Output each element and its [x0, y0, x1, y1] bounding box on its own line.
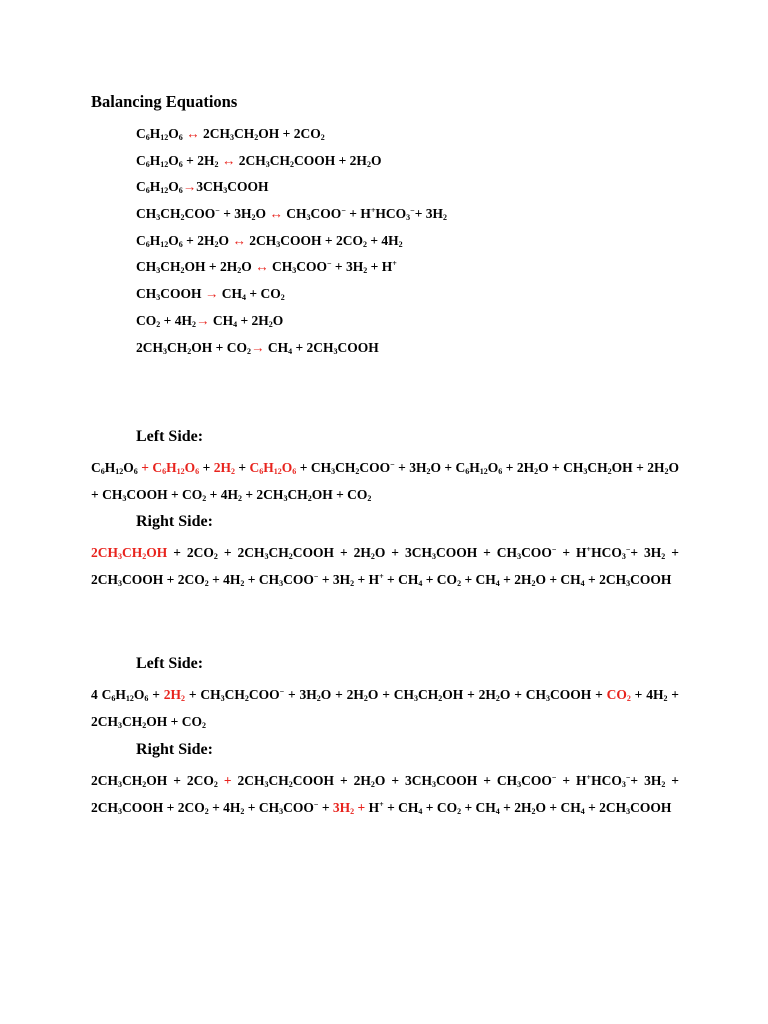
section2-left-heading: Left Side: — [136, 655, 204, 672]
section1-left-heading: Left Side: — [136, 428, 204, 445]
equation-3: $C_6H_{12}O_6\to 3CH_3COOH$ — [136, 179, 269, 195]
section1-right-heading: Right Side: — [136, 513, 213, 530]
page-title: Balancing Equations — [91, 92, 238, 111]
section1-left-text: $C_6H_{12}O_6 + C_6H_{12}O_6 + 2H_2 + C_6H_{12}O_6 + CH_3CH_2COO^- + 3H_2O + C_6H_{12}O_6 + 2H_2O + CH_3CH_2OH + 2H_2O$ + $CH_3COOH + CO_2 + 4H_2 + 2CH_3CH_2OH + CO_2$ — [91, 460, 679, 503]
equation-8: $CO_2 + 4H_2\to CH_4 + 2H_2O$ — [136, 313, 284, 329]
section2-right-text: $2CH_3CH_2OH + 2CO_2$ + $2CH_3CH_2COOH + 2H_2O$ + $3CH_3COOH + CH_3COO^- + H^+HCO_3^-+ 3H_2$ + $2CH_3COOH + 2CO_2 + 4H_2 + CH_3COO^- + 3H_2 + H^+ + CH_4 + CO_2 + CH_4 + 2H_2O + CH_4$ + $2CH_3COOH$ — [91, 773, 679, 816]
section2-left-text: 4 $C_6H_{12}O_6 + 2H_2 + CH_3CH_2COO^- + 3H_2O + 2H_2O + CH_3CH_2OH + 2H_2O$ + $CH_3COOH + CO_2 + 4H_2 + 2CH_3CH_2OH + CO_2$ — [91, 687, 679, 730]
section1-right-text: $2CH_3CH_2OH + 2CO_2$ + $2CH_3CH_2COOH + 2H_2O$ + $3CH_3COOH + CH_3COO^- + H^+HCO_3^-+ 3H_2$ + $2CH_3COOH + 2CO_2 + 4H_2 + CH_3COO^- + 3H_2 + H^+ + CH_4 + CO_2 + CH_4 + 2H_2O + CH_4$ + $2CH_3COOH$ — [91, 545, 679, 588]
section2-right-heading: Right Side: — [136, 741, 213, 758]
equation-6: $CH_3CH_2OH + 2H_2O$ ↔ $CH_3COO^- + 3H_2 + H^+$ — [136, 259, 397, 275]
equation-4: $CH_3CH_2COO^- + 3H_2O$ ↔ $CH_3COO^- + H^+HCO_3^-+ 3H_2$ — [136, 206, 448, 222]
equation-2: $C_6H_{12}O_6 + 2H_2$ ↔ $2CH_3CH_2COOH + 2H_2O$ — [136, 153, 382, 169]
equation-7: $CH_3COOH \to CH_4 + CO_2$ — [136, 286, 285, 302]
equation-5: $C_6H_{12}O_6 + 2H_2O$ ↔ $2CH_3COOH + 2CO_2 + 4H_2$ — [136, 233, 403, 249]
equation-9: $2CH_3CH_2OH + CO_2\to CH_4$ + $2CH_3COOH$ — [136, 340, 379, 356]
equation-1: $C_6H_{12}O_6$ ↔ $2CH_3CH_2OH + 2CO_2$ — [136, 126, 325, 142]
